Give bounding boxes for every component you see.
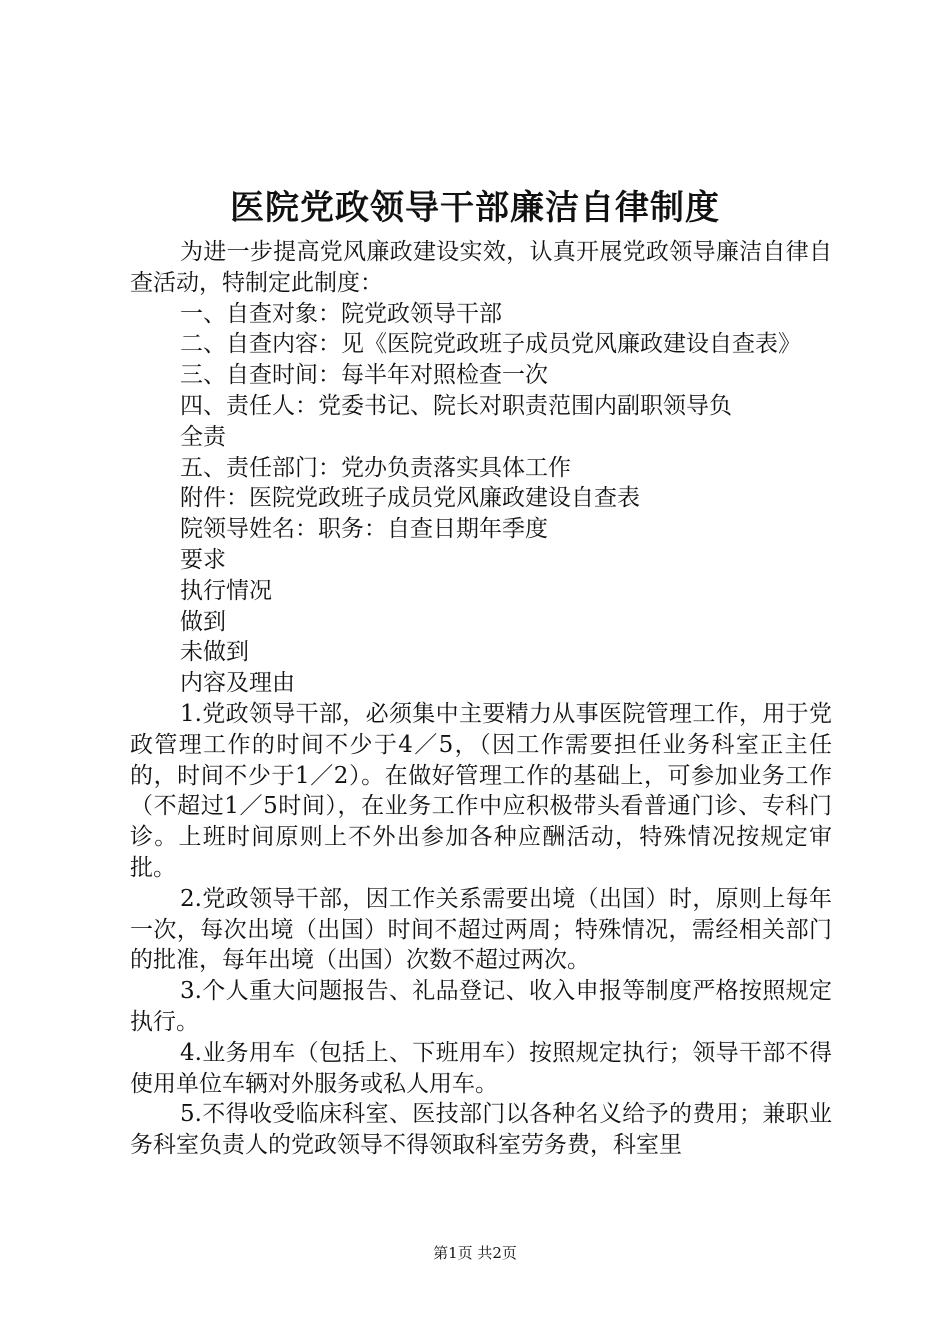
rule-item-1: 1.党政领导干部，必须集中主要精力从事医院管理工作，用于党政管理工作的时间不少于4／5，（因工作需要担任业务科室正主任的，时间不少于1／2）。在做好管理工作的基础上，可参加业务工作（不超过1／5时间），在业务工作中应积极带头看普通门诊、专科门诊。上班时间原则上不外出参加各种应酬活动，特殊情况按规定审批。: [130, 700, 832, 881]
form-header-line: 院领导姓名：职务：自查日期年季度: [180, 516, 548, 543]
section-responsible-person-cont: 全责: [180, 423, 226, 450]
attachment-line: 附件：医院党政班子成员党风廉政建设自查表: [180, 485, 640, 512]
section-responsible-dept: 五、责任部门：党办负责落实具体工作: [180, 454, 571, 481]
document-title: 医院党政领导干部廉洁自律制度: [230, 188, 720, 228]
form-col-done: 做到: [180, 608, 226, 635]
form-col-reason: 内容及理由: [180, 670, 295, 697]
form-col-execution: 执行情况: [180, 577, 272, 604]
section-time: 三、自查时间：每半年对照检查一次: [180, 362, 548, 389]
section-content: 二、自查内容：见《医院党政班子成员党风廉政建设自查表》: [180, 331, 801, 358]
rule-item-4: 4.业务用车（包括上、下班用车）按照规定执行；领导干部不得使用单位车辆对外服务或私人用车。: [130, 1039, 832, 1097]
form-col-not-done: 未做到: [180, 639, 249, 666]
section-target: 一、自查对象：院党政领导干部: [180, 300, 502, 327]
rule-item-5: 5.不得收受临床科室、医技部门以各种名义给予的费用；兼职业务科室负责人的党政领导不得领取科室劳务费，科室里: [130, 1101, 832, 1159]
form-col-requirement: 要求: [180, 546, 226, 573]
section-responsible-person: 四、责任人：党委书记、院长对职责范围内副职领导负: [180, 392, 732, 419]
intro-paragraph: 为进一步提高党风廉政建设实效，认真开展党政领导廉洁自律自查活动，特制定此制度：: [130, 239, 832, 296]
rule-item-3: 3.个人重大问题报告、礼品登记、收入申报等制度严格按照规定执行。: [130, 978, 832, 1035]
page-footer: 第1页 共2页: [433, 1244, 517, 1262]
rule-item-2: 2.党政领导干部，因工作关系需要出境（出国）时，原则上每年一次，每次出境（出国）时间不超过两周；特殊情况，需经相关部门的批准，每年出境（出国）次数不超过两次。: [130, 885, 832, 974]
document-body: [130, 237, 832, 1161]
